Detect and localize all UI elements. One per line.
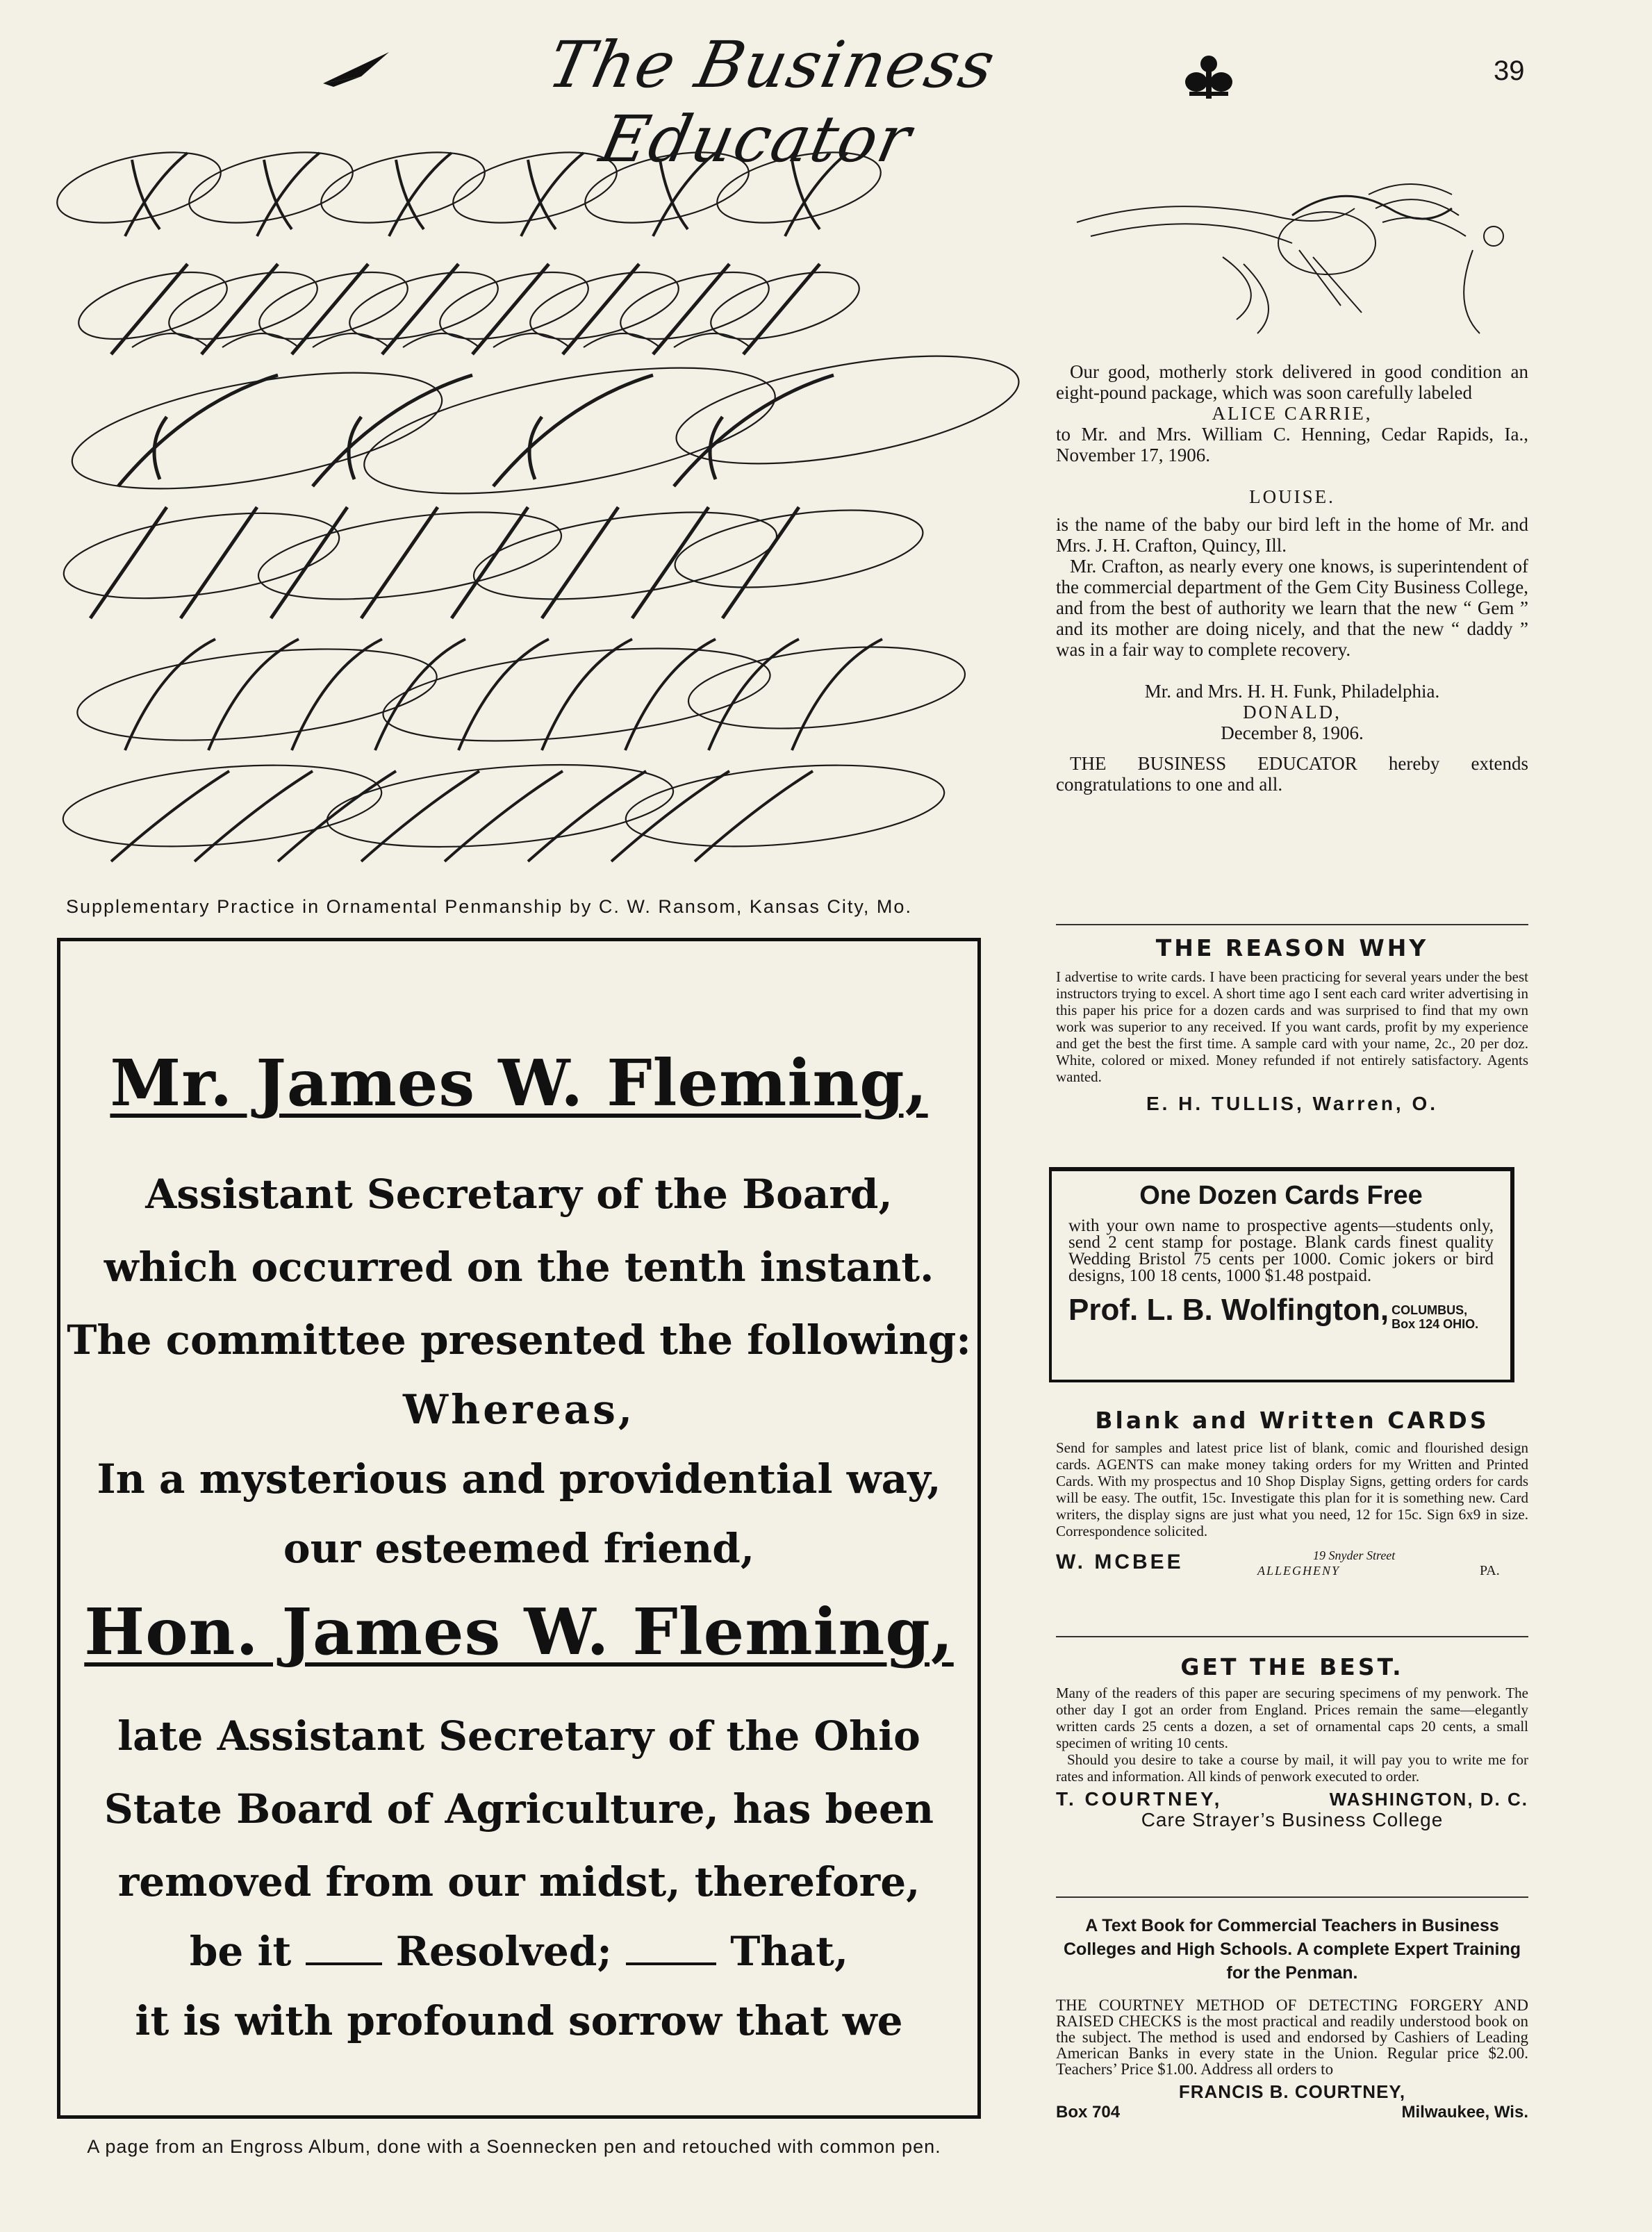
get-best-city: WASHINGTON, D. C. <box>1329 1789 1528 1810</box>
reason-why-signature: E. H. TULLIS, Warren, O. <box>1146 1093 1439 1114</box>
page-header <box>0 0 1652 176</box>
baby-name-louise: LOUISE. <box>1249 486 1335 507</box>
page-number: 39 <box>1494 56 1525 86</box>
fleur-ornament-icon <box>1181 49 1237 104</box>
masthead: The Business Educator <box>542 28 1002 176</box>
quill-pen-icon <box>320 49 396 90</box>
textbook-box: Box 704 <box>1056 2103 1121 2122</box>
stork-paragraph-4: Mr. Crafton, as nearly every one knows, is superintendent of the commercial department of the Gem City Business College, and from the best of authority we learn that the new “ Gem ” and its mother are doing nicely, and that the new “ daddy ” was in a fair way to complete recovery. <box>1056 556 1528 660</box>
get-best-body-2: Should you desire to take a course by mail, it will pay you to write me for rates and information. All kinds of penwork executed to order. <box>1056 1751 1528 1785</box>
divider <box>1056 1896 1528 1898</box>
blank-cards-state: PA. <box>1480 1563 1500 1578</box>
stork-paragraph-3: is the name of the baby our bird left in the home of Mr. and Mrs. J. H. Crafton, Quincy, Ill. <box>1056 514 1528 556</box>
stork-paragraph-2: to Mr. and Mrs. William C. Henning, Cedar Rapids, Ia., November 17, 1906. <box>1056 424 1528 465</box>
stork-flourish-illustration <box>1063 167 1508 347</box>
textbook-ad <box>1056 1914 1528 2123</box>
engross-line: it is with profound sorrow that we <box>135 1997 903 2044</box>
dozen-cards-ad <box>1049 1167 1514 1382</box>
engross-line: Assistant Secretary of the Board, <box>145 1171 893 1218</box>
get-best-ad <box>1056 1653 1528 1830</box>
blank-cards-name: W. MCBEE <box>1056 1551 1184 1573</box>
textbook-title: A Text Book for Commercial Teachers in Business Colleges and High Schools. A complete Expert Training for the Penman. <box>1064 1916 1521 1983</box>
reason-why-body: I advertise to write cards. I have been practicing for several years under the best instructors trying to excel. A short time ago I sent each card writer advertising in this paper his price for a dozen cards and was surprised to find that my own work was superior to any received. If you want cards, profit by my experience and get the best the first time. A sample card with your name, 2c., 20 per doz. White, colored or mixed. Money refunded if not entirely satisfactory. Agents wanted. <box>1056 968 1528 1085</box>
stork-date-donald: December 8, 1906. <box>1221 722 1364 743</box>
blank-cards-street: 19 Snyder Street <box>1313 1548 1396 1562</box>
engross-album-page <box>57 938 981 2119</box>
engross-line: our esteemed friend, <box>283 1525 755 1572</box>
engross-heading-name: Hon. James W. Fleming, <box>84 1594 954 1669</box>
blank-cards-ad <box>1056 1407 1528 1580</box>
stork-paragraph-5: Mr. and Mrs. H. H. Funk, Philadelphia. <box>1144 681 1440 702</box>
textbook-body: THE COURTNEY METHOD OF DETECTING FORGERY AND RAISED CHECKS is the most practical and readily understood book on the subject. The method is used and endorsed by Cashiers of Leading American Banks in every state in the Union. Regular price $2.00. Teachers’ Price $1.00. Address all orders to <box>1056 1997 1528 2078</box>
engross-resolved: Resolved; <box>395 1928 612 1975</box>
engross-line: late Assistant Secretary of the Ohio <box>117 1712 920 1760</box>
reason-why-title: THE REASON WHY <box>1155 934 1429 961</box>
engross-line: removed from our midst, therefore, <box>117 1858 920 1906</box>
textbook-city: Milwaukee, Wis. <box>1401 2103 1528 2122</box>
get-best-name: T. COURTNEY, <box>1056 1788 1223 1810</box>
divider <box>1056 1636 1528 1637</box>
engross-line: State Board of Agriculture, has been <box>104 1785 934 1833</box>
engross-heading-name: Mr. James W. Fleming, <box>110 1045 928 1121</box>
stork-paragraph-1: Our good, motherly stork delivered in good condition an eight-pound package, which was soon carefully labeled <box>1056 361 1528 403</box>
engross-that: That, <box>730 1928 849 1975</box>
engross-resolved-line <box>60 1928 977 1975</box>
engross-line: which occurred on the tenth instant. <box>104 1243 934 1291</box>
dozen-cards-state: OHIO. <box>1443 1317 1479 1332</box>
blank-cards-body: Send for samples and latest price list of blank, comic and flourished design cards. AGENTS can make money taking orders for my Written and Printed Cards. With my prospectus and 10 Shop Display Signs, getting orders for cards will be easy. The outfit, 15c. Investigate this plan for it is something new. Card writers, the display signs are just what you need, 12 for 15c. Sign 6x9 in size. Correspondence solicited. <box>1056 1439 1528 1539</box>
flourish-caption: Supplementary Practice in Ornamental Penmanship by C. W. Ransom, Kansas City, Mo. <box>66 896 912 917</box>
get-best-school: Care Strayer’s Business College <box>1141 1809 1444 1830</box>
reason-why-ad <box>1056 934 1528 1114</box>
divider <box>1056 924 1528 925</box>
ornamental-penmanship-flourish <box>49 139 1049 896</box>
engross-line: Whereas, <box>402 1386 636 1433</box>
engross-line: In a mysterious and providential way, <box>97 1455 941 1503</box>
dozen-cards-title: One Dozen Cards Free <box>1139 1181 1423 1210</box>
engross-be-it: be it <box>189 1928 292 1975</box>
baby-name-alice: ALICE CARRIE, <box>1212 403 1373 424</box>
stork-announcements <box>1056 361 1528 795</box>
dozen-cards-body: with your own name to prospective agents—students only, send 2 cent stamp for postage. Blank cards finest quality Wedding Bristol 75 cents per 1000. Comic jokers or bird designs, 100 18 cents, 1000 $1.48 postpaid. <box>1068 1216 1494 1285</box>
get-best-title: GET THE BEST. <box>1180 1653 1404 1680</box>
blank-cards-city: ALLEGHENY <box>1257 1564 1341 1578</box>
engross-line: The committee presented the following: <box>67 1316 971 1364</box>
textbook-name: FRANCIS B. COURTNEY, <box>1178 2081 1406 2102</box>
blank-cards-title: Blank and Written CARDS <box>1095 1407 1489 1434</box>
dozen-cards-city: COLUMBUS, <box>1391 1303 1468 1318</box>
dozen-cards-box: Box 124 <box>1391 1317 1440 1332</box>
engross-caption: A page from an Engross Album, done with a Soennecken pen and retouched with common pen. <box>87 2136 941 2157</box>
get-best-body-1: Many of the readers of this paper are securing specimens of my penwork. The other day I got an order from England. Prices remain the same—elegantly written cards 25 cents a dozen, a set of ornamental caps 20 cents, a small specimen of writing 10 cents. <box>1056 1685 1528 1751</box>
stork-congratulations: THE BUSINESS EDUCATOR hereby extends congratulations to one and all. <box>1056 753 1528 795</box>
baby-name-donald: DONALD, <box>1243 702 1341 722</box>
dozen-cards-name: Prof. L. B. Wolfington, <box>1068 1293 1389 1327</box>
